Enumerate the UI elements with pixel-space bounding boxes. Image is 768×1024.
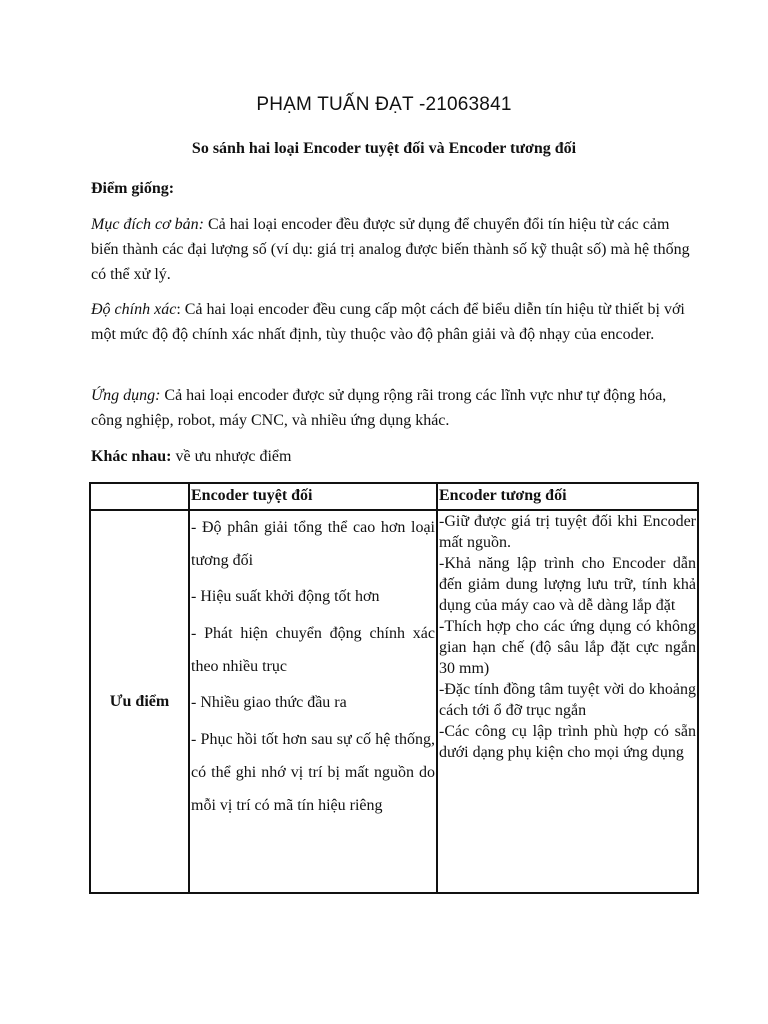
row-label-advantages: Ưu điểm bbox=[90, 510, 189, 893]
absolute-encoder-cell bbox=[189, 510, 437, 893]
similarity-text: Cả hai loại encoder được sử dụng rộng rãi trong các lĩnh vực như tự động hóa, công nghiệp, robot, máy CNC, và nhiều ứng dụng khác. bbox=[91, 387, 667, 429]
similarity-text: Cả hai loại encoder đều được sử dụng để chuyển đổi tín hiệu từ các cảm biến thành các đại lượng số (ví dụ: giá trị analog được biến thành số kỹ thuật số) mà hệ thống có thể xử lý. bbox=[91, 216, 690, 283]
differences-label: Khác nhau: bbox=[91, 448, 172, 465]
comparison-table bbox=[89, 482, 699, 894]
list-item: -Khả năng lập trình cho Encoder dẫn đến giảm dung lượng lưu trữ, tính khả dụng của máy cao và dễ dàng lắp đặt bbox=[439, 555, 696, 614]
list-item: - Hiệu suất khởi động tốt hơn bbox=[191, 588, 380, 605]
table-header-cell: Encoder tương đối bbox=[437, 483, 698, 510]
list-item: - Nhiều giao thức đầu ra bbox=[191, 694, 347, 711]
table-header-cell: Encoder tuyệt đối bbox=[189, 483, 437, 510]
list-item: -Đặc tính đồng tâm tuyệt vời do khoảng cách tới ổ đỡ trục ngắn bbox=[439, 681, 696, 719]
author-title: PHẠM TUẤN ĐẠT -21063841 bbox=[256, 94, 512, 115]
similarity-label: Độ chính xác bbox=[91, 301, 177, 318]
similarities-heading: Điểm giống: bbox=[91, 180, 175, 197]
list-item: -Thích hợp cho các ứng dụng có không gian hạn chế (độ sâu lắp đặt cực ngắn 30 mm) bbox=[439, 618, 696, 677]
table-row bbox=[90, 510, 698, 893]
list-item: -Giữ được giá trị tuyệt đối khi Encoder mất nguồn. bbox=[439, 513, 696, 551]
list-item: - Độ phân giải tổng thể cao hơn loại tương đối bbox=[191, 519, 435, 569]
list-item: -Các công cụ lập trình phù hợp có sẵn dưới dạng phụ kiện cho mọi ứng dụng bbox=[439, 723, 696, 761]
differences-heading bbox=[91, 444, 691, 469]
table-header-row bbox=[90, 483, 698, 510]
differences-text: về ưu nhược điểm bbox=[171, 448, 292, 465]
document-subtitle: So sánh hai loại Encoder tuyệt đối và Encoder tương đối bbox=[191, 140, 577, 157]
relative-encoder-cell bbox=[437, 510, 698, 893]
similarity-paragraph bbox=[91, 383, 691, 433]
similarity-label: Ứng dụng: bbox=[91, 387, 161, 404]
list-item: - Phục hồi tốt hơn sau sự cố hệ thống, có thể ghi nhớ vị trí bị mất nguồn do mỗi vị trí có mã tín hiệu riêng bbox=[191, 731, 435, 814]
similarity-text: : Cả hai loại encoder đều cung cấp một cách để biểu diễn tín hiệu từ thiết bị với một mức độ độ chính xác nhất định, tùy thuộc vào độ phân giải và độ nhạy của encoder. bbox=[91, 301, 685, 343]
similarity-label: Mục đích cơ bản: bbox=[91, 216, 204, 233]
list-item: - Phát hiện chuyển động chính xác theo nhiều trục bbox=[191, 625, 435, 675]
similarity-paragraph bbox=[91, 212, 691, 287]
table-header-cell bbox=[90, 483, 189, 510]
similarity-paragraph bbox=[91, 297, 691, 347]
